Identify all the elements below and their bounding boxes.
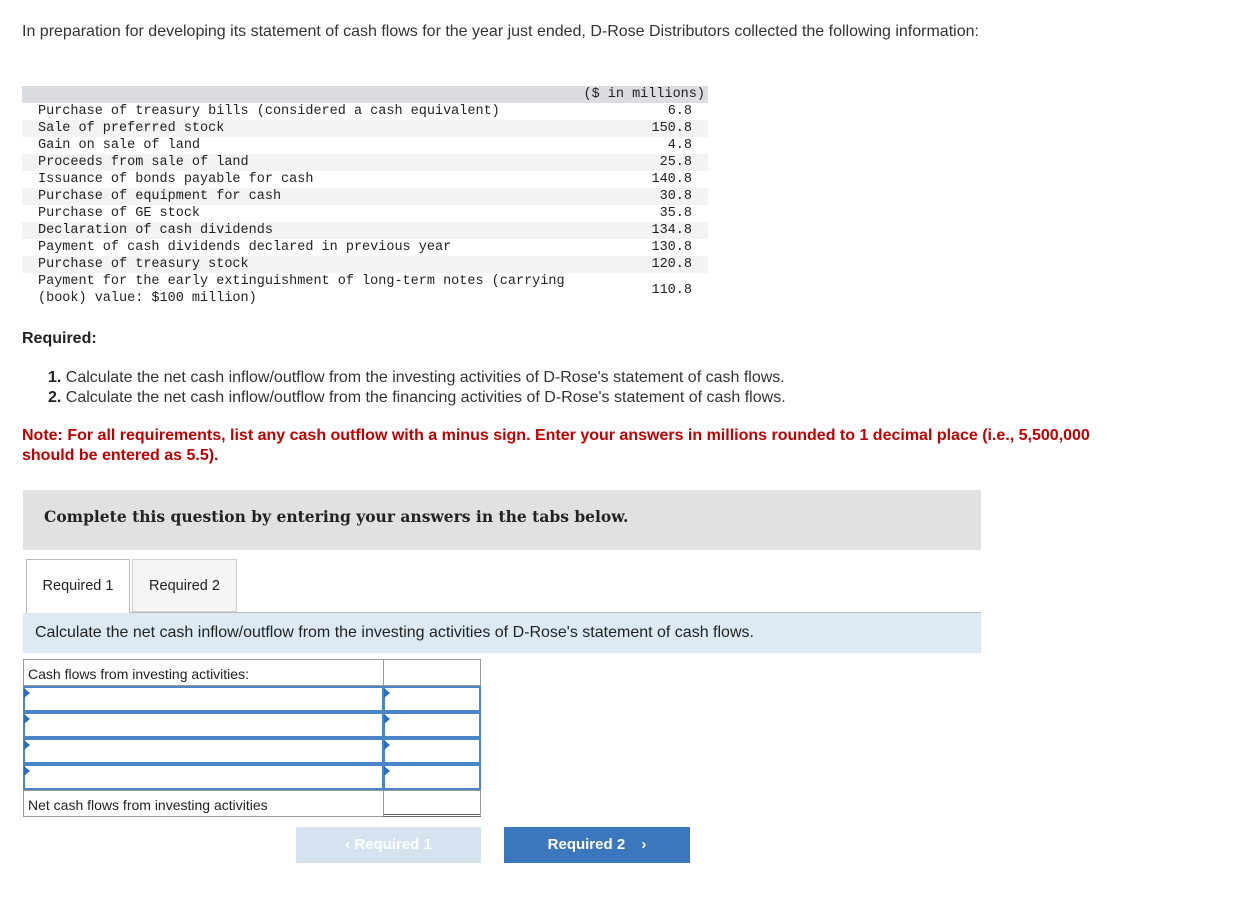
row-label-multiline (22, 273, 570, 307)
row-label: Purchase of treasury bills (considered a cash equivalent) (38, 104, 500, 119)
prev-button[interactable] (296, 827, 481, 863)
grid-value-input[interactable] (383, 738, 481, 764)
tab-required-1[interactable]: Required 1 (26, 559, 130, 613)
grid-total-label: Net cash flows from investing activities (23, 790, 384, 817)
required-list (48, 368, 786, 408)
row-value: 140.8 (651, 172, 692, 187)
table-row (22, 222, 708, 239)
row-value: 134.8 (651, 223, 692, 238)
row-value: 120.8 (651, 257, 692, 272)
required-item (48, 368, 786, 388)
chevron-right-icon: › (641, 836, 647, 853)
row-value: 110.8 (651, 282, 692, 298)
table-row (22, 154, 708, 171)
table-row (22, 239, 708, 256)
row-label: Proceeds from sale of land (38, 155, 249, 170)
instruction-bar (23, 613, 981, 653)
chevron-left-icon: ‹ (345, 836, 351, 853)
table-row (22, 188, 708, 205)
grid-total-value[interactable] (383, 790, 481, 817)
grid-header-value (383, 659, 481, 686)
grid-label-input[interactable] (23, 686, 384, 712)
required-heading: Required: (22, 330, 97, 347)
instruction-text: Calculate the net cash inflow/outflow from the investing activities of D-Rose's statement of cash flows. (35, 624, 754, 641)
table-header-label: ($ in millions) (583, 87, 705, 102)
table-row (22, 171, 708, 188)
row-value: 30.8 (659, 189, 692, 204)
grid-value-input[interactable] (383, 686, 481, 712)
required-item-number: 1. (48, 369, 62, 386)
row-label: Sale of preferred stock (38, 121, 225, 136)
grid-header-label: Cash flows from investing activities: (23, 659, 384, 686)
grid-label-input[interactable] (23, 764, 384, 790)
row-value: 4.8 (667, 138, 692, 153)
row-label-line-2: (book) value: $100 million) (38, 291, 257, 306)
complete-prompt: Complete this question by entering your answers in the tabs below. (44, 507, 629, 526)
row-label-line-1: Payment for the early extinguishment of long-term notes (carrying (38, 274, 565, 289)
table-row (22, 120, 708, 137)
required-item (48, 388, 786, 408)
note-text: Note: For all requirements, list any cash outflow with a minus sign. Enter your answers in millions rounded to 1 decimal place (i.e., 5,500,000 should be entered as 5.5). (22, 427, 1090, 464)
table-row (22, 205, 708, 222)
row-value: 150.8 (651, 121, 692, 136)
required-item-text: Calculate the net cash inflow/outflow from the financing activities of D-Rose's statement of cash flows. (65, 389, 786, 406)
row-label: Purchase of GE stock (38, 206, 201, 221)
row-label: Payment of cash dividends declared in previous year (38, 240, 452, 255)
row-value: 130.8 (651, 240, 692, 255)
next-button-label: Required 2 (547, 836, 626, 853)
row-value: 25.8 (659, 155, 692, 170)
required-item-text: Calculate the net cash inflow/outflow from the investing activities of D-Rose's statement of cash flows. (65, 369, 785, 386)
next-button[interactable] (504, 827, 690, 863)
row-label: Purchase of treasury stock (38, 257, 249, 272)
row-value: 6.8 (667, 104, 692, 119)
row-label: Gain on sale of land (38, 138, 201, 153)
tab-required-2[interactable]: Required 2 (132, 559, 237, 612)
table-header (22, 86, 708, 103)
grid-value-input[interactable] (383, 764, 481, 790)
grid-value-input[interactable] (383, 712, 481, 738)
table-row (22, 273, 708, 307)
row-label: Purchase of equipment for cash (38, 189, 282, 204)
row-value: 35.8 (659, 206, 692, 221)
intro-text: In preparation for developing its statement of cash flows for the year just ended, D-Rose Distributors collected the following information: (22, 23, 979, 40)
complete-prompt-box (23, 490, 981, 550)
prev-button-label: Required 1 (354, 836, 432, 853)
row-label: Issuance of bonds payable for cash (38, 172, 314, 187)
grid-label-input[interactable] (23, 738, 384, 764)
row-label: Declaration of cash dividends (38, 223, 273, 238)
grid-label-input[interactable] (23, 712, 384, 738)
required-item-number: 2. (48, 389, 62, 406)
table-row (22, 137, 708, 154)
table-row (22, 256, 708, 273)
table-row (22, 103, 708, 120)
data-table (22, 86, 708, 307)
